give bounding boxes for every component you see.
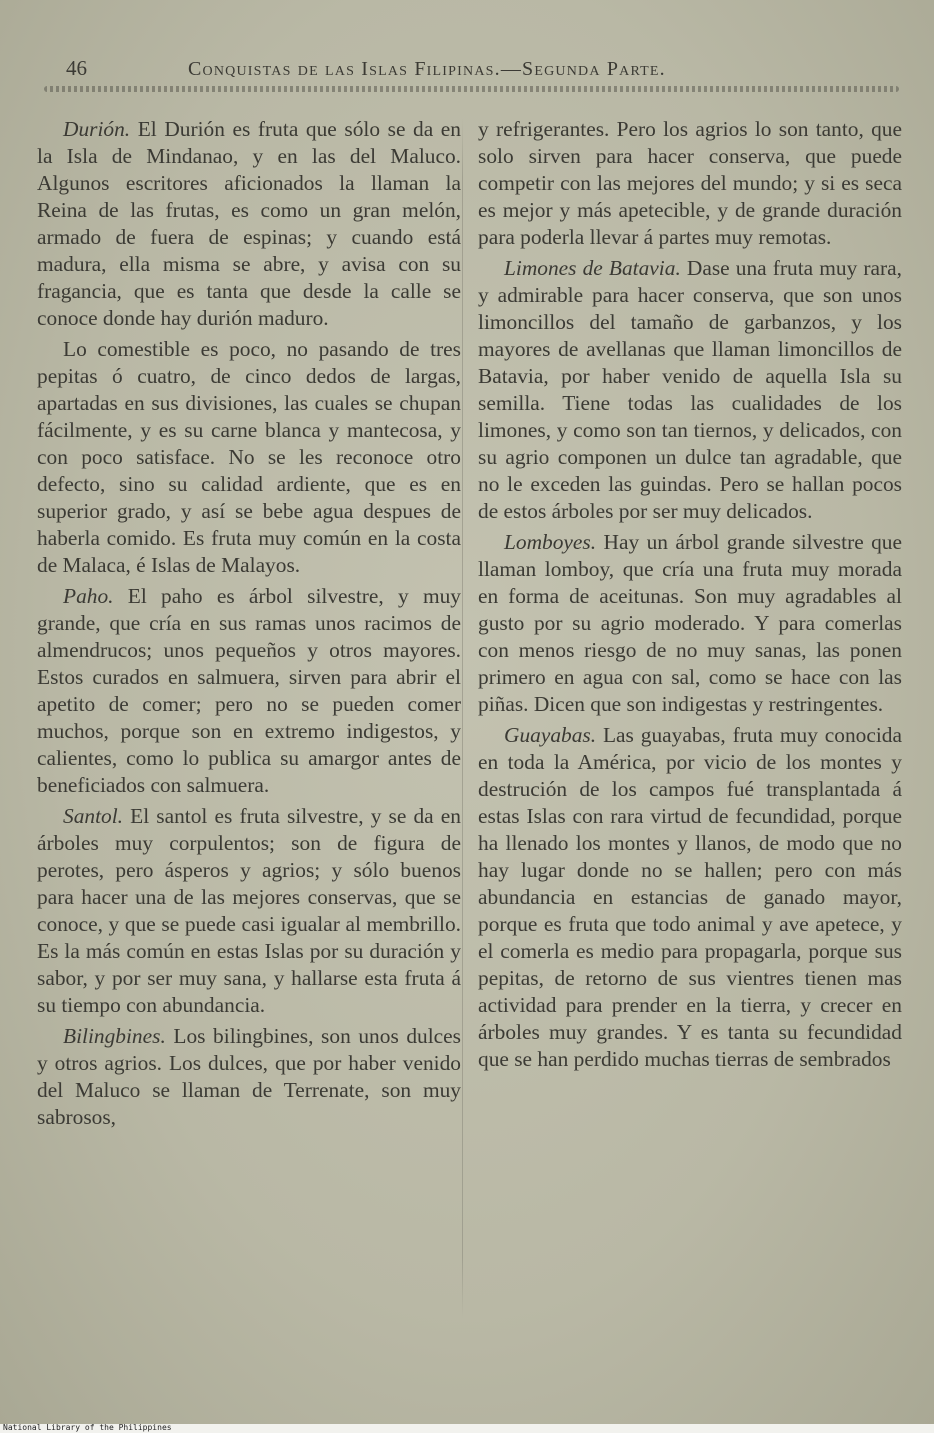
paragraph — [37, 803, 461, 1019]
entry-term: Bilingbines. — [63, 1024, 166, 1048]
paragraph — [478, 722, 902, 1073]
paragraph — [478, 255, 902, 525]
entry-text: Dase una fruta muy rara, y admirable para hacer conserva, que son unos limoncillos del tamaño de garbanzos, y los mayores de avellanas que llaman limoncillos de Batavia, por haber venido de aquella Isla su semilla. Tiene todas las cualidades de los limones, y como son tan tiernos, y delicados, con su agrio componen un dulce tan agradable, que no le exceden las guindas. Pero se hallan pocos de estos árboles por ser muy delicados. — [478, 256, 902, 523]
running-title: Conquistas de las Islas Filipinas.—Segunda Parte. — [188, 58, 666, 80]
library-watermark: National Library of the Philippines — [3, 1423, 172, 1432]
right-column — [478, 116, 902, 1073]
entry-term: Lomboyes. — [504, 530, 597, 554]
paragraph — [478, 529, 902, 718]
entry-text: Las guayabas, fruta muy conocida en toda la América, por vicio de los montes y destrución de los campos fué transplantada á estas Islas con rara virtud de fecundidad, porque ha llenado los montes y llanos, de modo que no hay lugar donde no se hallen; pero con más abundancia en estancias de ganado mayor, porque es fruta que todo animal y ave apetece, y el comerla es medio para propagarla, porque sus pepitas, de retorno de sus vientres tienen mas actividad para prender en la tierra, y crecer en árboles muy grandes. Y es tanta su fecundidad que se han perdido muchas tierras de sembrados — [478, 723, 902, 1071]
paragraph — [37, 583, 461, 799]
entry-text: Lo comestible es poco, no pasando de tres pepitas ó cuatro, de cinco dedos de largas, apartadas en sus divisiones, las cuales se chupan fácilmente, y es su carne blanca y mantecosa, y con poco satisface. No se les reconoce otro defecto, sino su calidad ardiente, que es en superior grado, y así se bebe agua despues de haberla comido. Es fruta muy común en la costa de Malaca, é Islas de Malayos. — [37, 337, 461, 577]
paragraph — [478, 116, 902, 251]
left-column — [37, 116, 461, 1131]
entry-text: Los bilingbines, son unos dulces y otros agrios. Los dulces, que por haber venido del Maluco se llaman de Terrenate, son muy sabrosos, — [37, 1024, 461, 1129]
page-header — [40, 54, 900, 84]
paragraph — [37, 116, 461, 332]
entry-term: Santol. — [63, 804, 124, 828]
entry-text: El Durión es fruta que sólo se da en la Isla de Mindanao, y en las del Maluco. Algunos escritores aficionados la llaman la Reina de las frutas, es como un gran melón, armado de fuera de espinas; y cuando está madura, ella misma se abre, y avisa con su fragancia, que es tanta que desde la calle se conoce donde hay durión maduro. — [37, 117, 461, 330]
entry-term: Paho. — [63, 584, 114, 608]
entry-term: Limones de Batavia. — [504, 256, 681, 280]
header-rule — [44, 86, 899, 92]
entry-text: El santol es fruta silvestre, y se da en árboles muy corpulentos; son de figura de perotes, pero ásperos y agrios; y sólo buenos para hacer una de las mejores conservas, que se conoce, y que se puede casi igualar al membrillo. Es la más común en estas Islas por su duración y sabor, y por ser muy sana, y hallarse esta fruta á su tiempo con abundancia. — [37, 804, 461, 1017]
entry-term: Guayabas. — [504, 723, 597, 747]
column-divider — [462, 118, 463, 1318]
paragraph — [37, 1023, 461, 1131]
entry-text: El paho es árbol silvestre, y muy grande, que cría en sus ramas unos racimos de almendrucos; unos pequeños y otros mayores. Estos curados en salmuera, sirven para abrir el apetito de comer; pero no se pueden comer muchos, porque son en extremo indigestos, y calientes, como lo publica su amargor antes de beneficiados con salmuera. — [37, 584, 461, 797]
entry-term: Durión. — [63, 117, 131, 141]
page-number: 46 — [66, 56, 87, 80]
paragraph — [37, 336, 461, 579]
entry-text: y refrigerantes. Pero los agrios lo son tanto, que solo sirven para hacer conserva, que puede competir con las mejores del mundo; y si es seca es mejor y más apetecible, y de grande duración para poderla llevar á partes muy remotas. — [478, 117, 902, 249]
entry-text: Hay un árbol grande silvestre que llaman lomboy, que cría una fruta muy morada en forma de aceitunas. Son muy agradables al gusto por su agrio moderado. Y para comerlas con menos riesgo de no muy sanas, las ponen primero en agua con sal, como se hace con las piñas. Dicen que son indigestas y restringentes. — [478, 530, 902, 716]
